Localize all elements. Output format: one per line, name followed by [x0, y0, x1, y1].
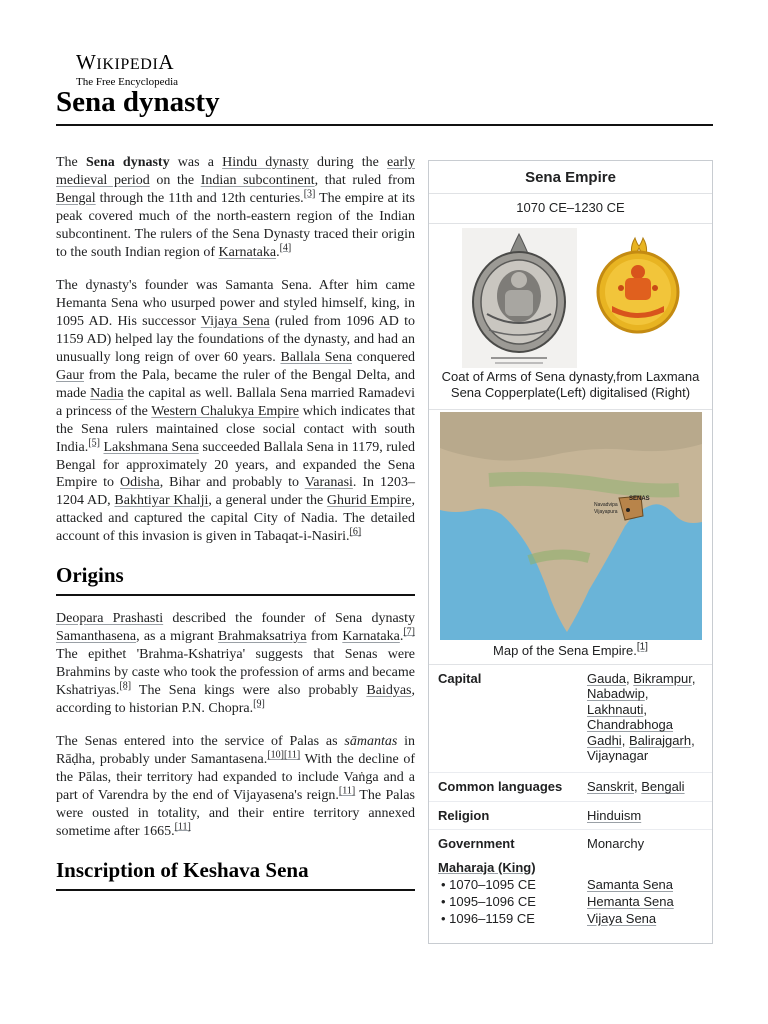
link-bengali[interactable]: Bengali [641, 779, 685, 795]
intro-paragraph-2: The dynasty's founder was Samanta Sena. After him came Hemanta Sena who usurped power and styled himself, king, in 1095 AD. His successor Vijaya Sena (ruled from 1096 AD to 1159 AD) helped lay the foundations of the dynasty, and had an unusually long reign of over 60 years. Ballala Sena conquered Gaur from the Pala, became the ruler of the Bengal Delta, and made Nadia the capital as well. Ballala Sena married Ramadevi a princess of the Western Chalukya Empire which indicates that the Sena rulers maintained close social contact with south India.[5] Lakshmana Sena succeeded Ballala Sena in 1179, ruled Bengal for approximately 20 years, and expanded the Sena Empire to Odisha, Bihar and probably to Varanasi. In 1203–1204 AD, Bakhtiyar Khalji, a general under the Ghurid Empire, attacked and captured the capital City of Nadia. The detailed account of this invasion is given in Tabaqat-i-Nasiri.[6] [56, 278, 416, 545]
map-label-navadvipa: Navadvipa [594, 502, 618, 508]
digitalised-gold-emblem-image[interactable] [598, 238, 678, 332]
link-vijaya-sena-infobox[interactable]: Vijaya Sena [587, 911, 657, 927]
city-marker [626, 508, 630, 512]
link-lakshmana-sena[interactable]: Lakshmana Sena [103, 439, 199, 455]
link-sanskrit[interactable]: Sanskrit [587, 779, 634, 795]
government-label: Government [438, 836, 515, 852]
title-divider [56, 124, 713, 126]
link-indian-subcontinent[interactable]: Indian subcontinent [200, 172, 315, 188]
citation-11b[interactable]: [11] [338, 785, 356, 797]
heading-inscription-of-keshava-sena: Inscription of Keshava Sena [56, 857, 415, 891]
link-nadia[interactable]: Nadia [90, 385, 124, 401]
link-gadhi[interactable]: Gadhi [587, 732, 622, 748]
citation-3[interactable]: [3] [303, 188, 316, 200]
religion-row [429, 802, 712, 830]
intro-paragraph-1: The Sena dynasty was a Hindu dynasty during the early medieval period on the Indian subcontinent, that ruled from Bengal through the 11th and 12th centuries.[3] The empire at its peak covered much of the north-eastern region of the Indian subcontinent. The rulers of the Sena Dynasty traced their origin to the south Indian region of Karnataka.[4] [56, 155, 416, 260]
link-bengal[interactable]: Bengal [56, 190, 96, 206]
link-ballala-sena[interactable]: Ballala Sena [280, 350, 352, 366]
citation-7[interactable]: [7] [403, 626, 416, 638]
wikipedia-wordmark: WIKIPEDIA [76, 50, 175, 74]
link-hemanta-sena[interactable]: Hemanta Sena [587, 893, 674, 909]
languages-value: Sanskrit, Bengali [587, 779, 685, 795]
languages-row [429, 773, 712, 801]
ruler-row [429, 893, 712, 910]
map-label-senas: SENAS [629, 496, 650, 502]
link-karnataka-2[interactable]: Karnataka [342, 628, 400, 644]
link-hinduism[interactable]: Hinduism [587, 807, 642, 823]
map-svg [429, 410, 713, 640]
coat-of-arms-images-svg [429, 224, 713, 368]
link-western-chalukya-empire[interactable]: Western Chalukya Empire [151, 403, 300, 419]
religion-value [587, 808, 703, 823]
heading-origins: Origins [56, 562, 415, 596]
religion-label: Religion [438, 807, 490, 823]
capital-row [429, 665, 712, 773]
ruler-period: • 1095–1096 CE [441, 893, 536, 909]
origins-paragraph-1: Deopara Prashasti described the founder of Sena dynasty Samanthasena, as a migrant Brahmaksatriya from Karnataka.[7] The epithet 'Brahma-Kshatriya' suggests that Senas were Brahmins by caste who took the profession of arms and became Kshatriyas.[8] The Sena kings were also probably Baidyas, according to historian P.N. Chopra.[9] [56, 611, 416, 716]
link-vijaya-sena[interactable]: Vijaya Sena [200, 314, 270, 330]
link-baidyas[interactable]: Baidyas [366, 682, 412, 698]
link-gauda[interactable]: Gauda [587, 671, 627, 686]
link-brahmaksatriya[interactable]: Brahmaksatriya [217, 628, 307, 644]
citation-11[interactable]: [11] [283, 749, 301, 761]
origins-paragraph-2: The Senas entered into the service of Palas as sāmantas in Rāḍha, probably under Samantasena.[10][11] With the decline of the Pālas, their territory had expanded to include Vaṅga and a part of Varendra by the end of Vijayasena's reign.[11] The Palas were ousted in totality, and their entire territory annexed sometime after 1665.[11] [56, 734, 416, 839]
ruler-period: • 1070–1095 CE [441, 876, 536, 892]
languages-label: Common languages [438, 779, 563, 795]
citation-11c[interactable]: [11] [174, 821, 191, 833]
link-samanta-sena[interactable]: Samanta Sena [587, 876, 674, 892]
map-label-vijayapura: Vijayapura [594, 509, 618, 515]
link-ghurid-empire[interactable]: Ghurid Empire [326, 493, 412, 509]
citation-9[interactable]: [9] [253, 697, 265, 709]
sena-empire-map[interactable] [429, 410, 712, 640]
ruler-period: • 1096–1159 CE [441, 911, 535, 927]
link-varanasi[interactable]: Varanasi [304, 475, 353, 491]
infobox-dates: 1070 CE–1230 CE [429, 194, 712, 224]
citation-1[interactable]: [1] [636, 641, 648, 653]
citation-4[interactable]: [4] [279, 241, 292, 253]
link-karnataka[interactable]: Karnataka [218, 244, 277, 260]
map-caption: Map of the Sena Empire.[1] [429, 640, 712, 665]
infobox [428, 160, 713, 944]
citation-8[interactable]: [8] [119, 680, 132, 691]
capital-value: Gauda, Bikrampur, Nabadwip, Lakhnauti, Chandrabhoga Gadhi, Balirajgarh, Vijaynagar [587, 671, 696, 764]
government-row [429, 830, 712, 855]
article-body [56, 154, 415, 905]
link-chandrabhoga[interactable]: Chandrabhoga [587, 717, 674, 733]
ruler-row [429, 910, 712, 927]
link-lakhnauti[interactable]: Lakhnauti [587, 701, 644, 717]
link-gaur[interactable]: Gaur [56, 367, 84, 383]
citation-6[interactable]: [6] [349, 526, 362, 538]
citation-5[interactable]: [5] [88, 436, 100, 448]
link-odisha[interactable]: Odisha [120, 475, 160, 491]
link-balirajgarh[interactable]: Balirajgarh [628, 732, 692, 748]
link-hindu-dynasty[interactable]: Hindu dynasty [222, 155, 309, 170]
link-bikrampur[interactable]: Bikrampur [633, 671, 692, 686]
link-deopara-prashasti[interactable]: Deopara Prashasti [56, 611, 164, 627]
infobox-title: Sena Empire [429, 161, 712, 194]
link-nabadwip[interactable]: Nabadwip [587, 686, 645, 702]
page-title: Sena dynasty [56, 86, 220, 118]
government-value: Monarchy [587, 836, 645, 852]
wikipedia-logo[interactable] [76, 52, 178, 88]
maharaja-header: Maharaja (King) [438, 859, 536, 875]
capital-vijaynagar: Vijaynagar [587, 748, 649, 764]
coat-of-arms-caption: Coat of Arms of Sena dynasty,from Laxmana Sena Copperplate(Left) digitalised (Right) [429, 368, 712, 410]
link-bakhtiyar-khalji[interactable]: Bakhtiyar Khalji [114, 493, 209, 509]
coat-of-arms-images [429, 224, 712, 368]
wikipedia-tagline: The Free Encyclopedia [76, 76, 179, 88]
link-maharaja[interactable]: Maharaja [438, 859, 495, 875]
link-samanthasena[interactable]: Samanthasena [56, 628, 137, 644]
ruler-row [429, 876, 712, 893]
capital-label: Capital [438, 671, 482, 686]
link-early-medieval-period[interactable]: early medieval period [56, 155, 416, 188]
citation-10[interactable]: [10] [267, 749, 284, 761]
